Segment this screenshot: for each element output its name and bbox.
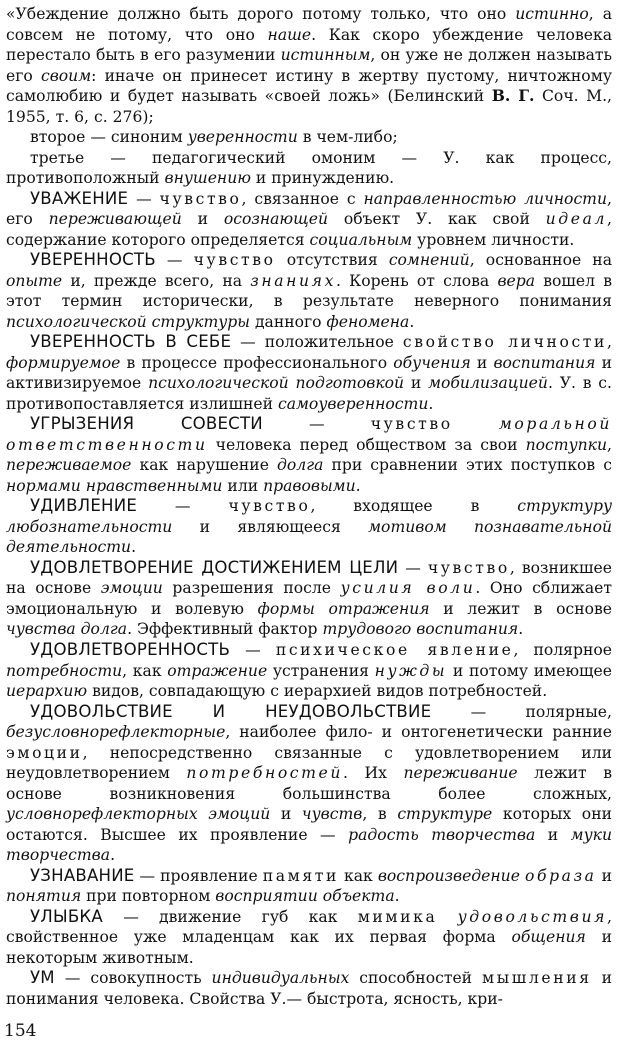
text-run: — полярные,	[431, 702, 612, 721]
emphasized-term: эмоции	[100, 579, 163, 598]
text-run: , он уже не должен называть его	[6, 46, 612, 85]
text-run: ,	[607, 435, 612, 454]
emphasized-term: наше	[267, 25, 312, 44]
page-number: 154	[4, 1021, 37, 1041]
spaced-keyword: памяти	[262, 866, 339, 885]
emphasized-term: сомнений	[388, 251, 470, 270]
text-run: , основанное на	[469, 251, 613, 270]
text-run: —	[398, 558, 428, 577]
entry-term: УВЕРЕННОСТЬ В СЕБЕ	[30, 332, 232, 352]
emphasized-term: долга	[277, 456, 324, 475]
entry-term: УГРЫЗЕНИЯ СОВЕСТИ	[30, 414, 263, 434]
text-run: : иначе он принесет истину в жертву пустому, ничтожному самолюбию и будет называть «своей ложь» (Белинский	[6, 66, 613, 106]
text-run: , содержание которого определяется	[6, 210, 612, 249]
entry-term: УДИВЛЕНИЕ	[30, 496, 138, 516]
text-run: .	[355, 476, 361, 495]
emphasized-term: переживаемое	[6, 456, 132, 475]
text-run: отсутствия	[275, 251, 389, 270]
emphasized-term: муки творчества	[6, 825, 612, 865]
text-run: .	[428, 394, 434, 413]
dictionary-entry	[6, 640, 612, 702]
emphasized-term: мобилизацией	[428, 374, 548, 393]
emphasized-term: феномена	[326, 312, 410, 331]
text-run: , возникшее на основе	[6, 558, 612, 598]
text-run: .	[518, 620, 524, 639]
text-run: видов, совпадающую с иерархией видов потребностей.	[87, 682, 548, 701]
text-run: «Убеждение должно быть дорого потому только, что оно	[6, 5, 516, 23]
emphasized-term: обучения	[393, 353, 471, 372]
emphasized-term: самоуверенности	[277, 394, 429, 413]
emphasized-term: внушению	[164, 169, 251, 188]
emphasized-term: индивидуальных	[211, 969, 350, 988]
text-run: , а совсем не потому, что оно	[6, 5, 612, 44]
dictionary-entry	[6, 866, 612, 907]
emphasized-term: условнорефлекторных эмоций	[6, 805, 271, 824]
emphasized-term: переживающей	[48, 210, 182, 229]
text-run: — движение губ как	[102, 907, 358, 926]
entry-term: УДОВЛЕТВОРЕННОСТЬ	[30, 639, 231, 659]
text-run: и принуждению.	[250, 169, 395, 188]
emphasized-term: отражение	[167, 661, 268, 680]
dictionary-entry	[6, 968, 612, 1009]
text-run: и являющееся	[172, 517, 369, 536]
text-run: и потому имеющее	[447, 661, 612, 680]
emphasized-term: направленностью личности	[363, 189, 608, 208]
text-run: в процессе профессионального	[120, 353, 394, 372]
text-run: лежит в основе возникновения большинства более сложных,	[6, 764, 613, 803]
text-run: вошел в этот термин исторически, в результате неверного понимания	[6, 271, 613, 311]
text-run: — проявление	[134, 866, 263, 885]
emphasized-term: безусловнорефлекторные	[6, 723, 226, 742]
text-run: —	[155, 251, 194, 270]
emphasized-term: общения	[511, 928, 586, 947]
emphasized-term: осознающей	[223, 210, 329, 229]
text-run: , полярное	[513, 640, 612, 659]
text-run: —	[137, 497, 229, 516]
emphasized-term: опыте	[6, 271, 63, 290]
text-run: и	[270, 805, 302, 824]
text-run: . Оно сближает эмоциональную и волевую	[6, 579, 612, 618]
text-run: . Корень от слова	[335, 271, 498, 290]
entry-term: УЗНАВАНИЕ	[30, 865, 135, 885]
continued-paragraph	[6, 4, 612, 127]
emphasized-term: психологической подготовкой	[148, 374, 405, 393]
text-run: , непосредственно связанные с удовлетворением или неудовлетворением	[6, 743, 612, 783]
emphasized-term: удовольствия	[457, 907, 608, 926]
text-run: , наиболее фило- и онтогенетически ранние	[225, 723, 612, 742]
text-run: , как	[122, 661, 168, 680]
text-run: объект У. как свой	[328, 210, 546, 229]
text-run: способностей	[349, 969, 483, 988]
emphasized-term: истинно	[515, 5, 589, 23]
text-run: данного	[249, 312, 327, 331]
emphasized-term: уверенности	[187, 128, 298, 147]
text-run: третье — педагогический омоним — У. как процесс, противоположный	[6, 148, 612, 188]
spaced-keyword: чувство	[193, 251, 276, 270]
dictionary-entry	[6, 250, 612, 332]
emphasized-term: моральной ответственности	[6, 415, 612, 454]
text-run: и активизируемое	[6, 353, 612, 393]
emphasized-term: образа	[524, 866, 597, 885]
emphasized-term: социальным	[309, 230, 413, 249]
text-run: и понимания человека. Свойства У.— быстрота, ясность, кри-	[6, 969, 612, 1008]
text-run: . У. в с. противопоставляется излишней	[6, 374, 612, 413]
text-run: —	[128, 189, 160, 208]
text-run: второе — синоним	[30, 128, 188, 147]
text-run: .	[131, 538, 137, 557]
spaced-keyword: чувство	[228, 497, 311, 516]
emphasized-term: своим	[40, 66, 92, 85]
text-run: и	[596, 866, 612, 885]
text-run: Соч. М., 1955, т. 6, с. 276);	[6, 87, 612, 126]
dictionary-entry	[6, 148, 612, 189]
text-run: .	[409, 312, 415, 331]
author-initials: В. Г.	[491, 86, 535, 106]
text-run: —	[262, 415, 371, 434]
spaced-keyword: психическое явление	[275, 640, 514, 659]
emphasized-term: правовыми	[263, 476, 356, 495]
text-run: при повторном	[81, 887, 216, 906]
spaced-keyword: чувство	[370, 415, 453, 434]
spaced-keyword: чувство	[427, 558, 510, 577]
text-run: , его	[6, 189, 612, 229]
emphasized-term: формируемое	[6, 353, 121, 372]
dictionary-entry	[6, 189, 612, 251]
emphasized-term: чувств	[301, 805, 363, 824]
emphasized-term: воспроизведение	[377, 866, 520, 885]
spaced-keyword: чувство	[159, 189, 242, 208]
entry-term: УВАЖЕНИЕ	[30, 188, 129, 208]
emphasized-term: идеал	[545, 210, 608, 229]
text-run: и	[181, 210, 224, 229]
text-run: и, прежде всего, на	[62, 271, 251, 290]
emphasized-term: переживание	[403, 764, 518, 783]
text-run: как нарушение	[131, 456, 277, 475]
emphasized-term: психологической структуры	[6, 312, 250, 331]
text-run: которых они остаются. Высшее их проявление —	[6, 805, 612, 844]
emphasized-term: нормами нравственными	[6, 476, 223, 495]
emphasized-term: структуре	[397, 805, 493, 824]
emphasized-term: иерархию	[6, 682, 88, 701]
spaced-keyword: эмоции	[6, 743, 83, 762]
emphasized-term: воспитания	[493, 353, 596, 372]
text-run: и некоторым животным.	[6, 928, 612, 967]
text-run: как	[338, 866, 378, 885]
text-run: ,	[607, 333, 612, 352]
text-run: или	[222, 476, 264, 495]
entry-term: УЛЫБКА	[30, 906, 103, 926]
text-run	[453, 415, 499, 433]
spaced-keyword: свойство личности	[402, 333, 608, 352]
text-run: .	[394, 887, 400, 906]
text-run: и	[470, 353, 494, 372]
emphasized-term: структуру любознательности	[6, 497, 612, 536]
dictionary-entry	[6, 414, 612, 496]
text-run: . Эффективный фактор	[127, 620, 323, 639]
dictionary-text	[6, 4, 612, 1009]
text-run: в чем-либо;	[297, 128, 398, 147]
entry-term: УДОВЛЕТВОРЕНИЕ ДОСТИЖЕНИЕМ ЦЕЛИ	[30, 557, 399, 577]
emphasized-term: чувства долга	[6, 620, 128, 639]
emphasized-term: потребности	[6, 661, 123, 680]
text-run: , входящее в	[310, 497, 518, 516]
emphasized-term: знаниях	[250, 271, 336, 290]
text-run: . Их	[343, 764, 404, 783]
emphasized-term: нужды	[374, 661, 448, 680]
emphasized-term: радость творчества	[348, 825, 536, 844]
dictionary-entry	[6, 496, 612, 558]
dictionary-entry	[6, 332, 612, 414]
text-run: при сравнении этих поступков с	[323, 456, 612, 475]
dictionary-entry	[6, 127, 612, 148]
text-run: разрешения после	[162, 579, 341, 598]
dictionary-entry	[6, 702, 612, 866]
emphasized-term: усилия воли	[340, 579, 476, 598]
emphasized-term: мотивом познавательной деятельности	[6, 517, 612, 557]
entry-term: УДОВОЛЬСТВИЕ И НЕУДОВОЛЬСТВИЕ	[30, 701, 432, 721]
emphasized-term: понятия	[6, 887, 82, 906]
text-run: . Как скоро убеждение человека перестало быть в его разумении	[6, 25, 612, 65]
text-run: и	[535, 825, 571, 844]
entry-term: УВЕРЕННОСТЬ	[30, 250, 156, 270]
text-run: — совокупность	[54, 969, 212, 988]
text-run: , связанное с	[241, 189, 364, 208]
emphasized-term: восприятии объекта	[215, 887, 395, 906]
text-run: , свойственное уже младенцам как их первая форма	[6, 907, 612, 947]
text-run: человека перед обществом за свои	[207, 435, 526, 454]
text-run: устранения	[267, 661, 375, 680]
emphasized-term: формы отражения	[257, 599, 430, 618]
emphasized-term: вера	[497, 271, 536, 290]
text-run: и лежит в основе	[429, 599, 612, 618]
text-run: — положительное	[231, 333, 403, 352]
emphasized-term: истинным	[280, 46, 371, 65]
text-run: —	[230, 640, 276, 659]
text-run	[437, 908, 457, 926]
text-run: и	[404, 374, 429, 393]
dictionary-entry	[6, 907, 612, 969]
emphasized-term: трудового воспитания	[322, 620, 519, 639]
spaced-keyword: мышления	[482, 969, 592, 988]
text-run: уровнем личности.	[412, 230, 575, 249]
dictionary-entry	[6, 558, 612, 640]
text-run: , в	[362, 805, 398, 824]
text-run: .	[110, 846, 116, 865]
emphasized-term: потребностей	[186, 764, 344, 783]
spaced-keyword: мимика	[357, 907, 438, 926]
emphasized-term: поступки	[525, 435, 608, 454]
entry-term: УМ	[30, 968, 55, 988]
